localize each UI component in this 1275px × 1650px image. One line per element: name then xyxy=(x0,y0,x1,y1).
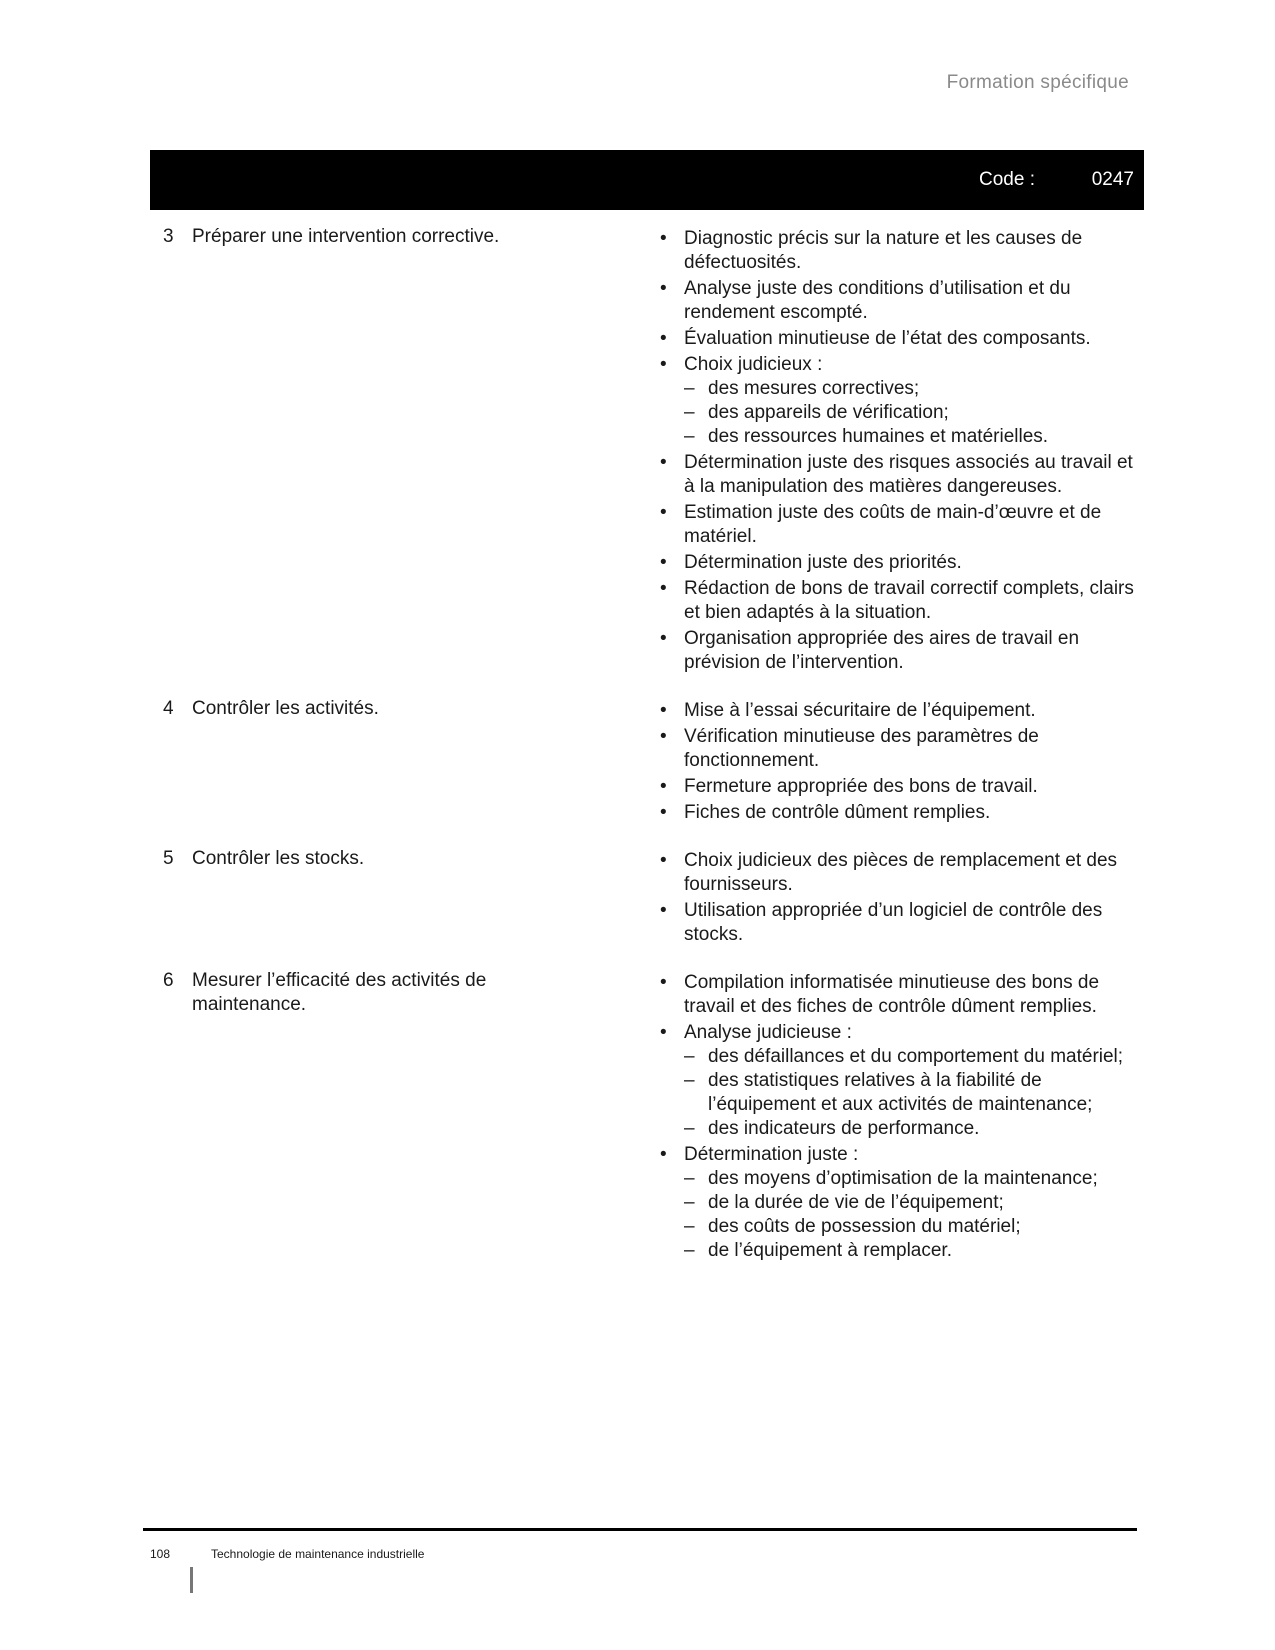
bullet-icon: • xyxy=(660,1022,667,1043)
bullet-icon: • xyxy=(660,776,667,797)
element-number: 5 xyxy=(163,848,174,869)
element-text: Mesurer l’efficacité des activités de maintenance. xyxy=(192,970,487,1015)
criterion-item xyxy=(652,325,1144,351)
element-cell xyxy=(150,697,652,825)
page-number: 108 xyxy=(150,1547,171,1561)
sub-criterion-text: des coûts de possession du matériel; xyxy=(708,1216,1021,1237)
table-row xyxy=(150,697,1144,825)
criterion-text: Rédaction de bons de travail correctif complets, clairs et bien adaptés à la situation. xyxy=(684,578,1134,623)
sub-criterion-item xyxy=(684,425,1144,449)
criterion-text: Fiches de contrôle dûment remplies. xyxy=(684,802,991,823)
element-number: 6 xyxy=(163,970,174,991)
dash-icon: – xyxy=(684,1240,695,1261)
dash-icon: – xyxy=(684,378,695,399)
element-cell xyxy=(150,969,652,1263)
criterion-text: Organisation appropriée des aires de travail en prévision de l’intervention. xyxy=(684,628,1080,673)
bullet-icon: • xyxy=(660,628,667,649)
criterion-text: Compilation informatisée minutieuse des bons de travail et des fiches de contrôle dûment remplies. xyxy=(684,972,1100,1017)
criteria-list xyxy=(652,847,1144,947)
bullet-icon: • xyxy=(660,726,667,747)
sub-criterion-text: des statistiques relatives à la fiabilité de l’équipement et aux activités de maintenance; xyxy=(708,1070,1093,1115)
bullet-icon: • xyxy=(660,354,667,375)
bullet-icon: • xyxy=(660,1144,667,1165)
criterion-text: Estimation juste des coûts de main-d’œuvre et de matériel. xyxy=(684,502,1102,547)
criterion-item xyxy=(652,351,1144,449)
element-number: 3 xyxy=(163,226,174,247)
bullet-icon: • xyxy=(660,700,667,721)
sub-criterion-item xyxy=(684,1167,1144,1191)
dash-icon: – xyxy=(684,1118,695,1139)
dash-icon: – xyxy=(684,1168,695,1189)
sub-criterion-item xyxy=(684,377,1144,401)
criterion-item xyxy=(652,1141,1144,1263)
dash-icon: – xyxy=(684,426,695,447)
bullet-icon: • xyxy=(660,578,667,599)
sub-criteria-list xyxy=(684,377,1144,449)
dash-icon: – xyxy=(684,1192,695,1213)
criterion-text: Choix judicieux : xyxy=(684,354,823,375)
bullet-icon: • xyxy=(660,972,667,993)
sub-criterion-text: de l’équipement à remplacer. xyxy=(708,1240,952,1261)
criterion-item xyxy=(652,799,1144,825)
criterion-item xyxy=(652,697,1144,723)
sub-criterion-item xyxy=(684,1045,1144,1069)
criterion-text: Analyse judicieuse : xyxy=(684,1022,852,1043)
sub-criterion-item xyxy=(684,1239,1144,1263)
criterion-item xyxy=(652,723,1144,773)
sub-criterion-item xyxy=(684,1069,1144,1117)
bullet-icon: • xyxy=(660,802,667,823)
sub-criterion-text: des ressources humaines et matérielles. xyxy=(708,426,1049,447)
sub-criterion-item xyxy=(684,401,1144,425)
footer-divider xyxy=(143,1528,1137,1531)
code-label: Code : xyxy=(979,169,1035,190)
criterion-text: Vérification minutieuse des paramètres de fonctionnement. xyxy=(684,726,1039,771)
bullet-icon: • xyxy=(660,502,667,523)
criterion-text: Diagnostic précis sur la nature et les causes de défectuosités. xyxy=(684,228,1083,273)
footer-document-title: Technologie de maintenance industrielle xyxy=(211,1547,425,1561)
criterion-item xyxy=(652,275,1144,325)
sub-criterion-text: des appareils de vérification; xyxy=(708,402,949,423)
element-cell xyxy=(150,847,652,947)
criterion-item xyxy=(652,773,1144,799)
criterion-text: Détermination juste : xyxy=(684,1144,859,1165)
sub-criterion-text: des indicateurs de performance. xyxy=(708,1118,980,1139)
competency-table xyxy=(150,225,1144,1263)
bullet-icon: • xyxy=(660,452,667,473)
sub-criterion-item xyxy=(684,1117,1144,1141)
bullet-icon: • xyxy=(660,278,667,299)
sub-criterion-text: des mesures correctives; xyxy=(708,378,920,399)
sub-criteria-list xyxy=(684,1167,1144,1263)
criterion-text: Analyse juste des conditions d’utilisation et du rendement escompté. xyxy=(684,278,1071,323)
dash-icon: – xyxy=(684,402,695,423)
criterion-item xyxy=(652,625,1144,675)
criterion-text: Fermeture appropriée des bons de travail. xyxy=(684,776,1038,797)
criterion-item xyxy=(652,575,1144,625)
element-number: 4 xyxy=(163,698,174,719)
criterion-text: Évaluation minutieuse de l’état des composants. xyxy=(684,328,1091,349)
element-text: Préparer une intervention corrective. xyxy=(192,226,500,247)
sub-criterion-item xyxy=(684,1215,1144,1239)
sub-criterion-text: des moyens d’optimisation de la maintenance; xyxy=(708,1168,1098,1189)
element-cell xyxy=(150,225,652,675)
criterion-text: Mise à l’essai sécuritaire de l’équipement. xyxy=(684,700,1036,721)
element-text: Contrôler les stocks. xyxy=(192,848,365,869)
bullet-icon: • xyxy=(660,850,667,871)
criteria-list xyxy=(652,969,1144,1263)
criterion-item xyxy=(652,1019,1144,1141)
criterion-text: Détermination juste des risques associés au travail et à la manipulation des matières dangereuses. xyxy=(684,452,1133,497)
bullet-icon: • xyxy=(660,552,667,573)
criterion-item xyxy=(652,969,1144,1019)
dash-icon: – xyxy=(684,1046,695,1067)
criteria-list xyxy=(652,697,1144,825)
footer-margin-mark xyxy=(190,1567,193,1593)
criterion-item xyxy=(652,847,1144,897)
criterion-item xyxy=(652,897,1144,947)
criterion-item xyxy=(652,449,1144,499)
sub-criterion-text: des défaillances et du comportement du matériel; xyxy=(708,1046,1124,1067)
criterion-text: Utilisation appropriée d’un logiciel de contrôle des stocks. xyxy=(684,900,1103,945)
criterion-text: Détermination juste des priorités. xyxy=(684,552,962,573)
element-text: Contrôler les activités. xyxy=(192,698,379,719)
running-title: Formation spécifique xyxy=(946,72,1129,93)
criterion-item xyxy=(652,499,1144,549)
code-bar xyxy=(150,150,1144,210)
dash-icon: – xyxy=(684,1070,695,1091)
sub-criterion-text: de la durée de vie de l’équipement; xyxy=(708,1192,1004,1213)
table-row xyxy=(150,225,1144,675)
criteria-list xyxy=(652,225,1144,675)
bullet-icon: • xyxy=(660,900,667,921)
code-value: 0247 xyxy=(1091,169,1134,190)
criterion-item xyxy=(652,549,1144,575)
table-row xyxy=(150,969,1144,1263)
sub-criterion-item xyxy=(684,1191,1144,1215)
criterion-item xyxy=(652,225,1144,275)
bullet-icon: • xyxy=(660,328,667,349)
table-row xyxy=(150,847,1144,947)
dash-icon: – xyxy=(684,1216,695,1237)
sub-criteria-list xyxy=(684,1045,1144,1141)
criterion-text: Choix judicieux des pièces de remplacement et des fournisseurs. xyxy=(684,850,1118,895)
bullet-icon: • xyxy=(660,228,667,249)
